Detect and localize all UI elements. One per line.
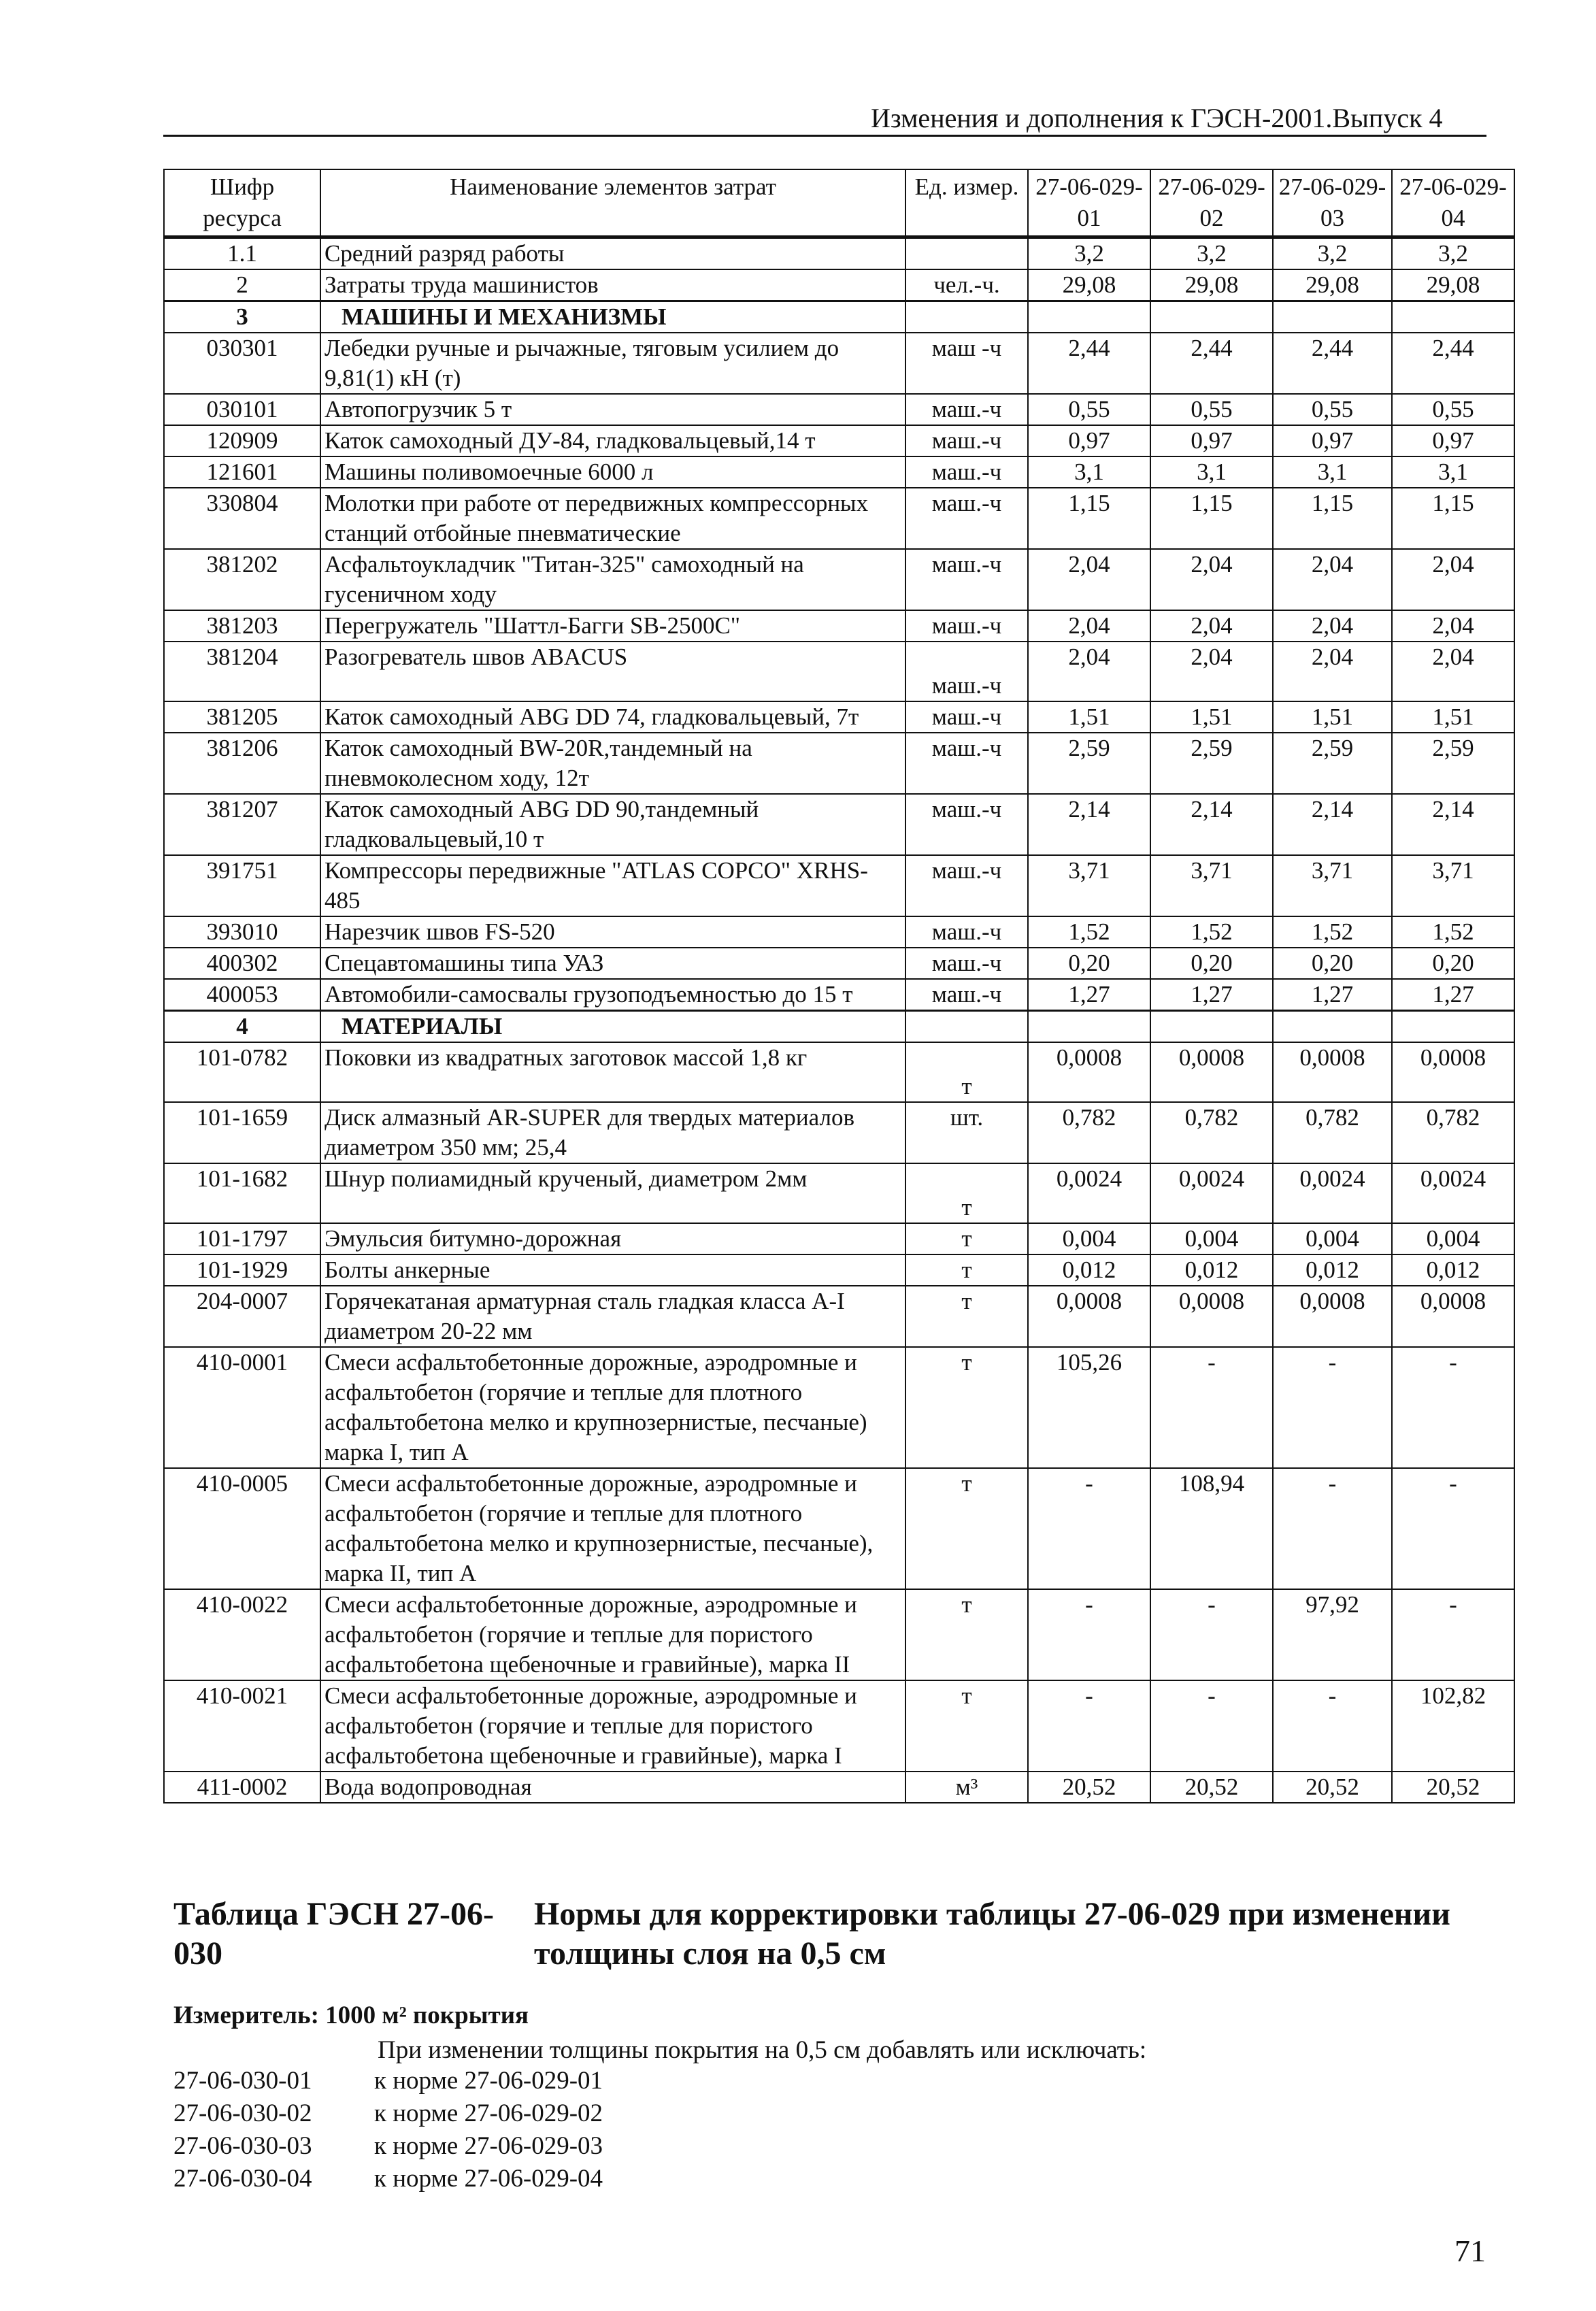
column-header: 27-06-029-01: [1028, 169, 1150, 237]
table-row: [164, 1163, 1514, 1223]
value-cell: 0,004: [1392, 1223, 1514, 1254]
unit-cell: шт.: [905, 1102, 1028, 1163]
value-cell: 2,14: [1273, 794, 1392, 855]
value-cell: 0,97: [1392, 425, 1514, 456]
value-cell: 0,97: [1273, 425, 1392, 456]
section-row: [164, 301, 1514, 333]
value-cell: 20,52: [1150, 1772, 1273, 1803]
resource-code: 101-0782: [164, 1042, 320, 1102]
resource-name: Эмульсия битумно-дорожная: [320, 1223, 905, 1254]
value-cell: 0,004: [1150, 1223, 1273, 1254]
empty-cell: [1028, 1011, 1150, 1043]
resource-name: Нарезчик швов FS-520: [320, 916, 905, 948]
unit-cell: маш.-ч: [905, 855, 1028, 916]
table-row: [164, 549, 1514, 610]
value-cell: 0,55: [1150, 394, 1273, 425]
value-cell: 2,04: [1392, 610, 1514, 642]
unit-cell: т: [905, 1286, 1028, 1347]
empty-cell: [1273, 301, 1392, 333]
value-cell: 1,15: [1028, 488, 1150, 549]
value-cell: 0,782: [1028, 1102, 1150, 1163]
value-cell: 29,08: [1392, 269, 1514, 301]
value-cell: 3,71: [1273, 855, 1392, 916]
value-cell: 1,52: [1028, 916, 1150, 948]
unit-cell: маш.-ч: [905, 733, 1028, 794]
norm-code: 27-06-030-01: [173, 2067, 312, 2095]
unit-cell: маш.-ч: [905, 610, 1028, 642]
unit-cell: маш -ч: [905, 333, 1028, 394]
value-cell: 97,92: [1273, 1589, 1392, 1680]
value-cell: -: [1150, 1347, 1273, 1468]
value-cell: 2,04: [1028, 549, 1150, 610]
value-cell: -: [1392, 1589, 1514, 1680]
value-cell: 0,20: [1273, 948, 1392, 979]
value-cell: 0,97: [1028, 425, 1150, 456]
resource-name: Асфальтоукладчик "Титан-325" самоходный на гусеничном ходу: [320, 549, 905, 610]
value-cell: 0,0008: [1150, 1042, 1273, 1102]
value-cell: 1,27: [1392, 979, 1514, 1011]
unit-cell: т: [905, 1589, 1028, 1680]
value-cell: 1,51: [1150, 701, 1273, 733]
value-cell: 20,52: [1273, 1772, 1392, 1803]
value-cell: 2,04: [1150, 642, 1273, 701]
value-cell: 0,0008: [1028, 1286, 1150, 1347]
unit-cell: т: [905, 1254, 1028, 1286]
empty-cell: [1028, 301, 1150, 333]
resources-table: [163, 169, 1515, 1803]
resource-name: Диск алмазный AR-SUPER для твердых материалов диаметром 350 мм; 25,4: [320, 1102, 905, 1163]
column-header: 27-06-029-04: [1392, 169, 1514, 237]
value-cell: 1,27: [1150, 979, 1273, 1011]
resource-code: 410-0005: [164, 1468, 320, 1589]
value-cell: 105,26: [1028, 1347, 1150, 1468]
value-cell: 0,782: [1150, 1102, 1273, 1163]
value-cell: 0,20: [1028, 948, 1150, 979]
unit-cell: т: [905, 1042, 1028, 1102]
page-number: 71: [1454, 2233, 1486, 2268]
unit-cell: маш.-ч: [905, 456, 1028, 488]
table-row: [164, 733, 1514, 794]
table-row: [164, 1254, 1514, 1286]
value-cell: 0,55: [1392, 394, 1514, 425]
column-header: Наименование элементов затрат: [320, 169, 905, 237]
value-cell: -: [1273, 1468, 1392, 1589]
table-row: [164, 948, 1514, 979]
resource-code: 1.1: [164, 237, 320, 270]
unit-cell: маш.-ч: [905, 425, 1028, 456]
resource-name: Компрессоры передвижные "ATLAS COPCO" XRHS-485: [320, 855, 905, 916]
value-cell: 0,782: [1273, 1102, 1392, 1163]
resource-name: Смеси асфальтобетонные дорожные, аэродромные и асфальтобетон (горячие и теплые для пористого асфальтобетона щебеночные и гравийные), марка II: [320, 1589, 905, 1680]
value-cell: 2,44: [1273, 333, 1392, 394]
resource-code: 410-0021: [164, 1680, 320, 1772]
unit-cell: т: [905, 1468, 1028, 1589]
table-header-row: [164, 169, 1514, 237]
resource-code: 400053: [164, 979, 320, 1011]
value-cell: -: [1150, 1680, 1273, 1772]
norm-code: 27-06-030-04: [173, 2165, 312, 2193]
resource-code: 393010: [164, 916, 320, 948]
resource-code: 381202: [164, 549, 320, 610]
empty-cell: [905, 301, 1028, 333]
value-cell: 2,14: [1392, 794, 1514, 855]
value-cell: 0,0008: [1028, 1042, 1150, 1102]
value-cell: -: [1028, 1468, 1150, 1589]
value-cell: 1,27: [1028, 979, 1150, 1011]
table-row: [164, 701, 1514, 733]
value-cell: 1,15: [1273, 488, 1392, 549]
resource-code: 381206: [164, 733, 320, 794]
table-row: [164, 1102, 1514, 1163]
table-row: [164, 1772, 1514, 1803]
value-cell: 0,20: [1150, 948, 1273, 979]
norm-text: к норме 27-06-029-01: [374, 2067, 603, 2095]
column-header: 27-06-029-02: [1150, 169, 1273, 237]
value-cell: 0,012: [1392, 1254, 1514, 1286]
table-row: [164, 1347, 1514, 1468]
value-cell: 0,0008: [1150, 1286, 1273, 1347]
resource-name: Спецавтомашины типа УАЗ: [320, 948, 905, 979]
value-cell: 2,44: [1392, 333, 1514, 394]
list-item: [173, 2163, 1500, 2195]
value-cell: 0,004: [1273, 1223, 1392, 1254]
resource-name: Каток самоходный ABG DD 74, гладковальцевый, 7т: [320, 701, 905, 733]
value-cell: 1,52: [1273, 916, 1392, 948]
list-item: [173, 2065, 1500, 2097]
norm-code: 27-06-030-02: [173, 2099, 312, 2127]
value-cell: 2,04: [1150, 549, 1273, 610]
resource-name: Затраты труда машинистов: [320, 269, 905, 301]
unit-cell: [905, 237, 1028, 270]
resource-name: Горячекатаная арматурная сталь гладкая класса А-I диаметром 20-22 мм: [320, 1286, 905, 1347]
resource-code: 391751: [164, 855, 320, 916]
unit-cell: маш.-ч: [905, 394, 1028, 425]
resource-code: 381203: [164, 610, 320, 642]
value-cell: 0,0024: [1392, 1163, 1514, 1223]
list-item: [173, 2130, 1500, 2163]
value-cell: -: [1150, 1589, 1273, 1680]
value-cell: 3,1: [1392, 456, 1514, 488]
value-cell: 0,012: [1028, 1254, 1150, 1286]
value-cell: 20,52: [1392, 1772, 1514, 1803]
norm-table-section: [173, 1895, 1500, 2195]
table-body: [164, 237, 1514, 1803]
value-cell: 0,0024: [1028, 1163, 1150, 1223]
value-cell: 0,0008: [1392, 1286, 1514, 1347]
unit-cell: т: [905, 1680, 1028, 1772]
table-title-label: Таблица ГЭСН 27-06-030: [173, 1896, 494, 1972]
resource-code: 4: [164, 1011, 320, 1043]
resource-name: Машины поливомоечные 6000 л: [320, 456, 905, 488]
value-cell: 29,08: [1028, 269, 1150, 301]
resource-name: Автомобили-самосвалы грузоподъемностью до 15 т: [320, 979, 905, 1011]
value-cell: 2,04: [1392, 642, 1514, 701]
resource-code: 3: [164, 301, 320, 333]
empty-cell: [1150, 1011, 1273, 1043]
table-row: [164, 456, 1514, 488]
resource-name: Вода водопроводная: [320, 1772, 905, 1803]
value-cell: 2,04: [1273, 549, 1392, 610]
value-cell: 2,04: [1150, 610, 1273, 642]
column-header: Шифр ресурса: [164, 169, 320, 237]
value-cell: 108,94: [1150, 1468, 1273, 1589]
table-row: [164, 1589, 1514, 1680]
value-cell: 2,04: [1273, 642, 1392, 701]
value-cell: 102,82: [1392, 1680, 1514, 1772]
value-cell: 1,51: [1028, 701, 1150, 733]
value-cell: 2,59: [1028, 733, 1150, 794]
resource-name: Смеси асфальтобетонные дорожные, аэродромные и асфальтобетон (горячие и теплые для плотного асфальтобетона мелко и крупнозернистые, песчаные) марка I, тип А: [320, 1347, 905, 1468]
resource-code: 400302: [164, 948, 320, 979]
table-row: [164, 394, 1514, 425]
running-header: Изменения и дополнения к ГЭСН-2001.Выпуск 4: [871, 103, 1443, 133]
value-cell: 1,52: [1392, 916, 1514, 948]
value-cell: 3,71: [1150, 855, 1273, 916]
unit-cell: маш.-ч: [905, 948, 1028, 979]
value-cell: 1,27: [1273, 979, 1392, 1011]
norms-list: [173, 2065, 1500, 2195]
unit-cell: т: [905, 1163, 1028, 1223]
resource-code: 204-0007: [164, 1286, 320, 1347]
norm-text: к норме 27-06-029-03: [374, 2132, 603, 2160]
value-cell: 0,55: [1273, 394, 1392, 425]
value-cell: -: [1273, 1680, 1392, 1772]
resource-name: Каток самоходный BW-20R,тандемный на пневмоколесном ходу, 12т: [320, 733, 905, 794]
column-header: Ед. измер.: [905, 169, 1028, 237]
value-cell: 3,2: [1028, 237, 1150, 270]
value-cell: 0,782: [1392, 1102, 1514, 1163]
value-cell: 0,004: [1028, 1223, 1150, 1254]
unit-cell: маш.-ч: [905, 979, 1028, 1011]
table-row: [164, 1680, 1514, 1772]
norm-code: 27-06-030-03: [173, 2132, 312, 2160]
resource-code: 410-0022: [164, 1589, 320, 1680]
unit-cell: т: [905, 1347, 1028, 1468]
value-cell: -: [1028, 1589, 1150, 1680]
value-cell: 3,2: [1150, 237, 1273, 270]
resource-name: Каток самоходный ABG DD 90,тандемный гладковальцевый,10 т: [320, 794, 905, 855]
value-cell: 1,51: [1392, 701, 1514, 733]
unit-cell: т: [905, 1223, 1028, 1254]
value-cell: 3,2: [1273, 237, 1392, 270]
list-item: [173, 2097, 1500, 2130]
value-cell: -: [1392, 1468, 1514, 1589]
value-cell: 2,04: [1392, 549, 1514, 610]
value-cell: 3,71: [1392, 855, 1514, 916]
unit-cell: маш.-ч: [905, 549, 1028, 610]
resource-code: 330804: [164, 488, 320, 549]
table-row: [164, 1042, 1514, 1102]
table-row: [164, 1286, 1514, 1347]
table-row: [164, 979, 1514, 1011]
table-title: [173, 1895, 1500, 1974]
value-cell: 2,04: [1273, 610, 1392, 642]
resource-code: 120909: [164, 425, 320, 456]
value-cell: 0,012: [1150, 1254, 1273, 1286]
resource-code: 030101: [164, 394, 320, 425]
instruction-text: При изменении толщины покрытия на 0,5 см добавлять или исключать:: [378, 2036, 1147, 2064]
value-cell: 3,71: [1028, 855, 1150, 916]
value-cell: -: [1392, 1347, 1514, 1468]
table-row: [164, 916, 1514, 948]
resource-code: 101-1929: [164, 1254, 320, 1286]
unit-cell: маш.-ч: [905, 794, 1028, 855]
table-row: [164, 794, 1514, 855]
resource-name: Автопогрузчик 5 т: [320, 394, 905, 425]
resource-name: Болты анкерные: [320, 1254, 905, 1286]
resource-name: Разогреватель швов ABACUS: [320, 642, 905, 701]
value-cell: 1,52: [1150, 916, 1273, 948]
resource-name: Поковки из квадратных заготовок массой 1,8 кг: [320, 1042, 905, 1102]
resource-name: Молотки при работе от передвижных компрессорных станций отбойные пневматические: [320, 488, 905, 549]
resource-code: 381207: [164, 794, 320, 855]
unit-cell: чел.-ч.: [905, 269, 1028, 301]
table-row: [164, 1468, 1514, 1589]
resource-code: 030301: [164, 333, 320, 394]
value-cell: 2,04: [1028, 642, 1150, 701]
empty-cell: [1392, 1011, 1514, 1043]
table-title-text: Нормы для корректировки таблицы 27-06-029 при изменении толщины слоя на 0,5 см: [534, 1896, 1450, 1972]
value-cell: 1,15: [1150, 488, 1273, 549]
empty-cell: [1273, 1011, 1392, 1043]
value-cell: 2,14: [1150, 794, 1273, 855]
value-cell: 1,15: [1392, 488, 1514, 549]
resource-code: 410-0001: [164, 1347, 320, 1468]
value-cell: 1,51: [1273, 701, 1392, 733]
norm-text: к норме 27-06-029-02: [374, 2099, 603, 2127]
header-rule: [163, 135, 1486, 137]
value-cell: 2,14: [1028, 794, 1150, 855]
value-cell: -: [1028, 1680, 1150, 1772]
table-row: [164, 333, 1514, 394]
value-cell: 20,52: [1028, 1772, 1150, 1803]
unit-cell: маш.-ч: [905, 916, 1028, 948]
table-row: [164, 642, 1514, 701]
resource-name: Каток самоходный ДУ-84, гладковальцевый,14 т: [320, 425, 905, 456]
value-cell: 3,1: [1150, 456, 1273, 488]
resource-name: Смеси асфальтобетонные дорожные, аэродромные и асфальтобетон (горячие и теплые для плотного асфальтобетона мелко и крупнозернистые, песчаные), марка II, тип А: [320, 1468, 905, 1589]
table-row: [164, 1223, 1514, 1254]
unit-cell: м³: [905, 1772, 1028, 1803]
resource-code: 101-1797: [164, 1223, 320, 1254]
value-cell: 0,97: [1150, 425, 1273, 456]
value-cell: -: [1273, 1347, 1392, 1468]
resource-code: 381204: [164, 642, 320, 701]
unit-cell: маш.-ч: [905, 642, 1028, 701]
value-cell: 0,0008: [1273, 1286, 1392, 1347]
resource-name: Шнур полиамидный крученый, диаметром 2мм: [320, 1163, 905, 1223]
unit-cell: маш.-ч: [905, 701, 1028, 733]
table-row: [164, 269, 1514, 301]
resource-code: 101-1682: [164, 1163, 320, 1223]
value-cell: 29,08: [1150, 269, 1273, 301]
unit-cell: маш.-ч: [905, 488, 1028, 549]
value-cell: 3,1: [1273, 456, 1392, 488]
value-cell: 2,59: [1150, 733, 1273, 794]
value-cell: 0,0008: [1273, 1042, 1392, 1102]
value-cell: 29,08: [1273, 269, 1392, 301]
norm-text: к норме 27-06-029-04: [374, 2165, 603, 2193]
resource-code: 381205: [164, 701, 320, 733]
table-row: [164, 610, 1514, 642]
value-cell: 0,0008: [1392, 1042, 1514, 1102]
resource-code: 121601: [164, 456, 320, 488]
column-header: 27-06-029-03: [1273, 169, 1392, 237]
section-title: МАТЕРИАЛЫ: [320, 1011, 905, 1043]
value-cell: 0,012: [1273, 1254, 1392, 1286]
value-cell: 3,1: [1028, 456, 1150, 488]
empty-cell: [1150, 301, 1273, 333]
resource-name: Лебедки ручные и рычажные, тяговым усилием до 9,81(1) кН (т): [320, 333, 905, 394]
value-cell: 2,59: [1392, 733, 1514, 794]
resource-code: 101-1659: [164, 1102, 320, 1163]
value-cell: 0,55: [1028, 394, 1150, 425]
empty-cell: [905, 1011, 1028, 1043]
resource-code: 2: [164, 269, 320, 301]
table-row: [164, 237, 1514, 270]
resource-name: Перегружатель "Шаттл-Багги SB-2500C": [320, 610, 905, 642]
value-cell: 2,44: [1150, 333, 1273, 394]
table-row: [164, 488, 1514, 549]
section-row: [164, 1011, 1514, 1043]
value-cell: 2,44: [1028, 333, 1150, 394]
resource-name: Смеси асфальтобетонные дорожные, аэродромные и асфальтобетон (горячие и теплые для пористого асфальтобетона щебеночные и гравийные), марка I: [320, 1680, 905, 1772]
value-cell: 2,59: [1273, 733, 1392, 794]
table-row: [164, 425, 1514, 456]
value-cell: 0,0024: [1273, 1163, 1392, 1223]
value-cell: 0,20: [1392, 948, 1514, 979]
empty-cell: [1392, 301, 1514, 333]
value-cell: 2,04: [1028, 610, 1150, 642]
value-cell: 3,2: [1392, 237, 1514, 270]
section-title: МАШИНЫ И МЕХАНИЗМЫ: [320, 301, 905, 333]
resource-code: 411-0002: [164, 1772, 320, 1803]
value-cell: 0,0024: [1150, 1163, 1273, 1223]
measure-unit: Измеритель: 1000 м² покрытия: [173, 2001, 529, 2029]
table-row: [164, 855, 1514, 916]
resource-name: Средний разряд работы: [320, 237, 905, 270]
